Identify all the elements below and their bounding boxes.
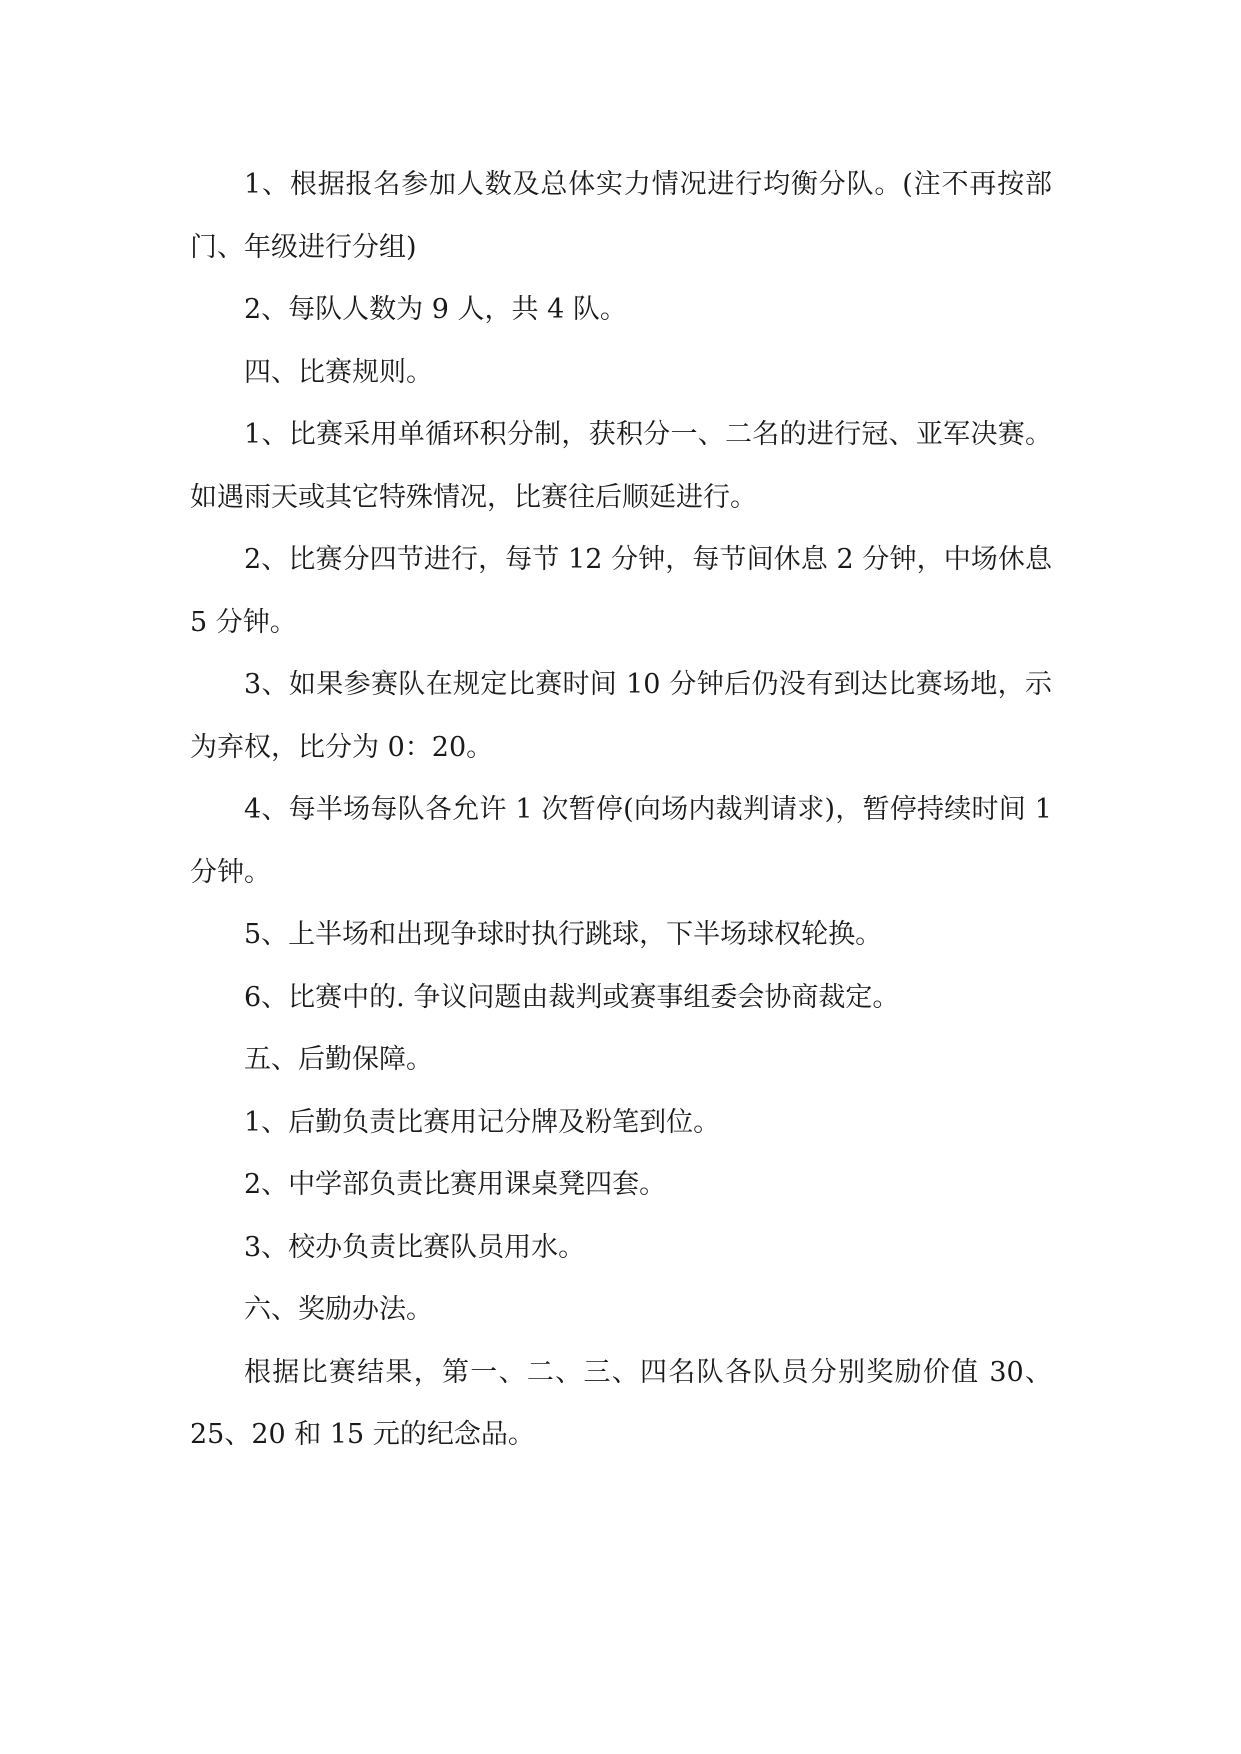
paragraph-rule-quarters: 2、比赛分四节进行，每节 12 分钟，每节间休息 2 分钟，中场休息 5 分钟。 xyxy=(190,544,1052,638)
paragraph-team-division: 1、根据报名参加人数及总体实力情况进行均衡分队。(注不再按部门、年级进行分组) xyxy=(190,169,1052,263)
paragraph-rule-disputes: 6、比赛中的. 争议问题由裁判或赛事组委会协商裁定。 xyxy=(244,981,900,1013)
paragraph-rule-timeout: 4、每半场每队各允许 1 次暂停(向场内裁判请求)，暂停持续时间 1 分钟。 xyxy=(190,794,1052,888)
heading-rewards: 六、奖励办法。 xyxy=(244,1294,433,1325)
paragraph-team-size: 2、每队人数为 9 人，共 4 队。 xyxy=(244,294,627,325)
paragraph-logistics-scoreboard: 1、后勤负责比赛用记分牌及粉笔到位。 xyxy=(244,1106,721,1138)
paragraph-rule-round-robin: 1、比赛采用单循环积分制，获积分一、二名的进行冠、亚军决赛。如遇雨天或其它特殊情况，比赛往后顺延进行。 xyxy=(190,419,1052,513)
paragraph-logistics-desks: 2、中学部负责比赛用课桌凳四套。 xyxy=(244,1169,667,1200)
paragraph-logistics-water: 3、校办负责比赛队员用水。 xyxy=(244,1231,586,1263)
heading-competition-rules: 四、比赛规则。 xyxy=(244,356,433,388)
heading-logistics: 五、后勤保障。 xyxy=(244,1044,433,1075)
paragraph-rewards-detail: 根据比赛结果，第一、二、三、四名队各队员分别奖励价值 30、25、20 和 15 元的纪念品。 xyxy=(190,1356,1052,1450)
paragraph-rule-jump-ball: 5、上半场和出现争球时执行跳球，下半场球权轮换。 xyxy=(244,919,883,950)
paragraph-rule-forfeit: 3、如果参赛队在规定比赛时间 10 分钟后仍没有到达比赛场地，示为弃权，比分为 0：20。 xyxy=(190,669,1052,763)
document-body xyxy=(190,154,1052,1467)
